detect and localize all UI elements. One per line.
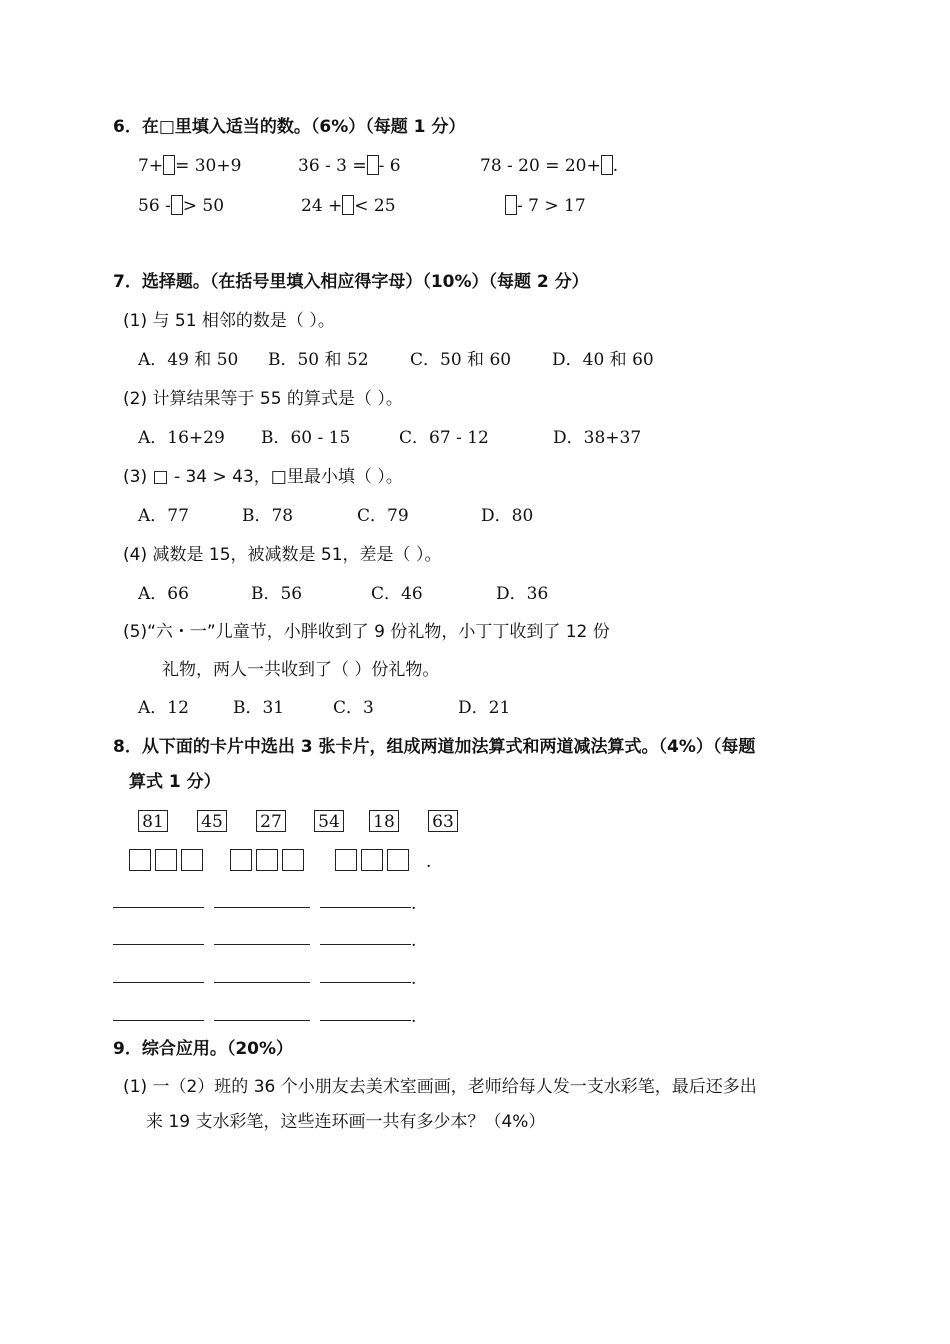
q7-item-2-option-d[interactable]: D．38+37 <box>553 428 642 448</box>
number-card[interactable]: 63 <box>428 810 458 832</box>
answer-blank[interactable] <box>214 1020 310 1021</box>
row-period: . <box>411 894 417 914</box>
q9-problem-1: (1) 一（2）班的 36 个小朋友去美术室画画，老师给每人发一支水彩笔，最后还多出 <box>123 1077 757 1097</box>
q7-item-1-option-d[interactable]: D．40 和 60 <box>552 350 654 370</box>
q7-item-5-option-b[interactable]: B．31 <box>233 698 285 718</box>
answer-square[interactable] <box>361 849 383 871</box>
q8-title: 8．从下面的卡片中选出 3 张卡片，组成两道加法算式和两道减法算式。（4%）（每题 <box>113 737 756 757</box>
answer-blank[interactable] <box>113 1020 204 1021</box>
answer-blank[interactable] <box>320 1020 411 1021</box>
answer-square[interactable] <box>335 849 357 871</box>
q7-item-4-option-c[interactable]: C．46 <box>371 584 423 604</box>
number-card[interactable]: 27 <box>256 810 286 832</box>
answer-square[interactable] <box>282 849 304 871</box>
q7-item-1-option-c[interactable]: C．50 和 60 <box>410 350 512 370</box>
answer-blank[interactable] <box>113 907 204 908</box>
row-period: . <box>411 1007 417 1027</box>
q7-item-4-option-d[interactable]: D．36 <box>496 584 549 604</box>
q7-item-4-option-a[interactable]: A．66 <box>138 584 189 604</box>
answer-blank[interactable] <box>214 907 310 908</box>
answer-box[interactable] <box>505 195 517 215</box>
number-card[interactable]: 18 <box>369 810 399 832</box>
q7-item-4-stem: (4) 减数是 15，被减数是 51，差是（ ）。 <box>123 545 442 565</box>
q7-item-2-option-b[interactable]: B．60 - 15 <box>261 428 351 448</box>
q7-item-1-option-b[interactable]: B．50 和 52 <box>268 350 369 370</box>
answer-blank[interactable] <box>113 944 204 945</box>
q7-item-2-stem: (2) 计算结果等于 55 的算式是（ ）。 <box>123 389 403 409</box>
number-card[interactable]: 45 <box>197 810 227 832</box>
q7-item-3-option-d[interactable]: D．80 <box>481 506 534 526</box>
q7-item-1-option-a[interactable]: A．49 和 50 <box>138 350 239 370</box>
answer-square[interactable] <box>256 849 278 871</box>
q7-item-3-option-a[interactable]: A．77 <box>138 506 189 526</box>
q7-item-4-option-b[interactable]: B．56 <box>251 584 303 604</box>
row-period: . <box>411 931 417 951</box>
answer-blank[interactable] <box>214 982 310 983</box>
answer-box[interactable] <box>601 155 613 175</box>
answer-box[interactable] <box>171 195 183 215</box>
number-card[interactable]: 81 <box>138 810 168 832</box>
answer-square[interactable] <box>155 849 177 871</box>
q7-item-5-stem: (5)“六・一”儿童节，小胖收到了 9 份礼物，小丁丁收到了 12 份 <box>123 622 610 642</box>
answer-square[interactable] <box>129 849 151 871</box>
q7-item-2-option-a[interactable]: A．16+29 <box>138 428 225 448</box>
q7-item-2-option-c[interactable]: C．67 - 12 <box>399 428 489 448</box>
q7-item-5-option-c[interactable]: C．3 <box>333 698 374 718</box>
q8-title-cont: 算式 1 分） <box>129 772 221 792</box>
q7-item-5-stem-cont: 礼物，两人一共收到了（ ）份礼物。 <box>162 660 440 680</box>
q9-problem-1-cont: 来 19 支水彩笔，这些连环画一共有多少本？（4%） <box>146 1112 546 1132</box>
answer-box[interactable] <box>367 155 379 175</box>
q6-expr-5: 24 + < 25 <box>301 196 396 216</box>
answer-square[interactable] <box>181 849 203 871</box>
answer-blank[interactable] <box>320 907 411 908</box>
answer-blank[interactable] <box>214 944 310 945</box>
q7-title: 7．选择题。（在括号里填入相应得字母）（10%）（每题 2 分） <box>113 272 589 292</box>
answer-blank[interactable] <box>113 982 204 983</box>
row-period: . <box>426 852 432 872</box>
q7-item-1-stem: (1) 与 51 相邻的数是（ ）。 <box>123 311 335 331</box>
q6-expr-2: 36 - 3 = - 6 <box>298 156 401 176</box>
answer-square[interactable] <box>387 849 409 871</box>
q6-title: 6．在□里填入适当的数。（6%）（每题 1 分） <box>113 117 466 137</box>
q7-item-3-stem: (3) □ - 34 > 43，□里最小填（ ）。 <box>123 467 403 487</box>
q7-item-3-option-c[interactable]: C．79 <box>357 506 409 526</box>
q7-item-3-option-b[interactable]: B．78 <box>242 506 294 526</box>
q6-expr-4: 56 - > 50 <box>138 196 225 216</box>
number-card[interactable]: 54 <box>314 810 344 832</box>
q6-expr-6: - 7 > 17 <box>505 195 586 217</box>
row-period: . <box>411 969 417 989</box>
q6-expr-1: 7+ = 30+9 <box>138 156 242 176</box>
answer-blank[interactable] <box>320 944 411 945</box>
q9-title: 9．综合应用。（20%） <box>113 1039 294 1059</box>
q7-item-5-option-a[interactable]: A．12 <box>138 698 189 718</box>
answer-square[interactable] <box>230 849 252 871</box>
q6-expr-3: 78 - 20 = 20+ . <box>480 156 619 176</box>
q7-item-5-option-d[interactable]: D．21 <box>458 698 511 718</box>
answer-blank[interactable] <box>320 982 411 983</box>
answer-box[interactable] <box>342 195 354 215</box>
answer-box[interactable] <box>163 155 175 175</box>
